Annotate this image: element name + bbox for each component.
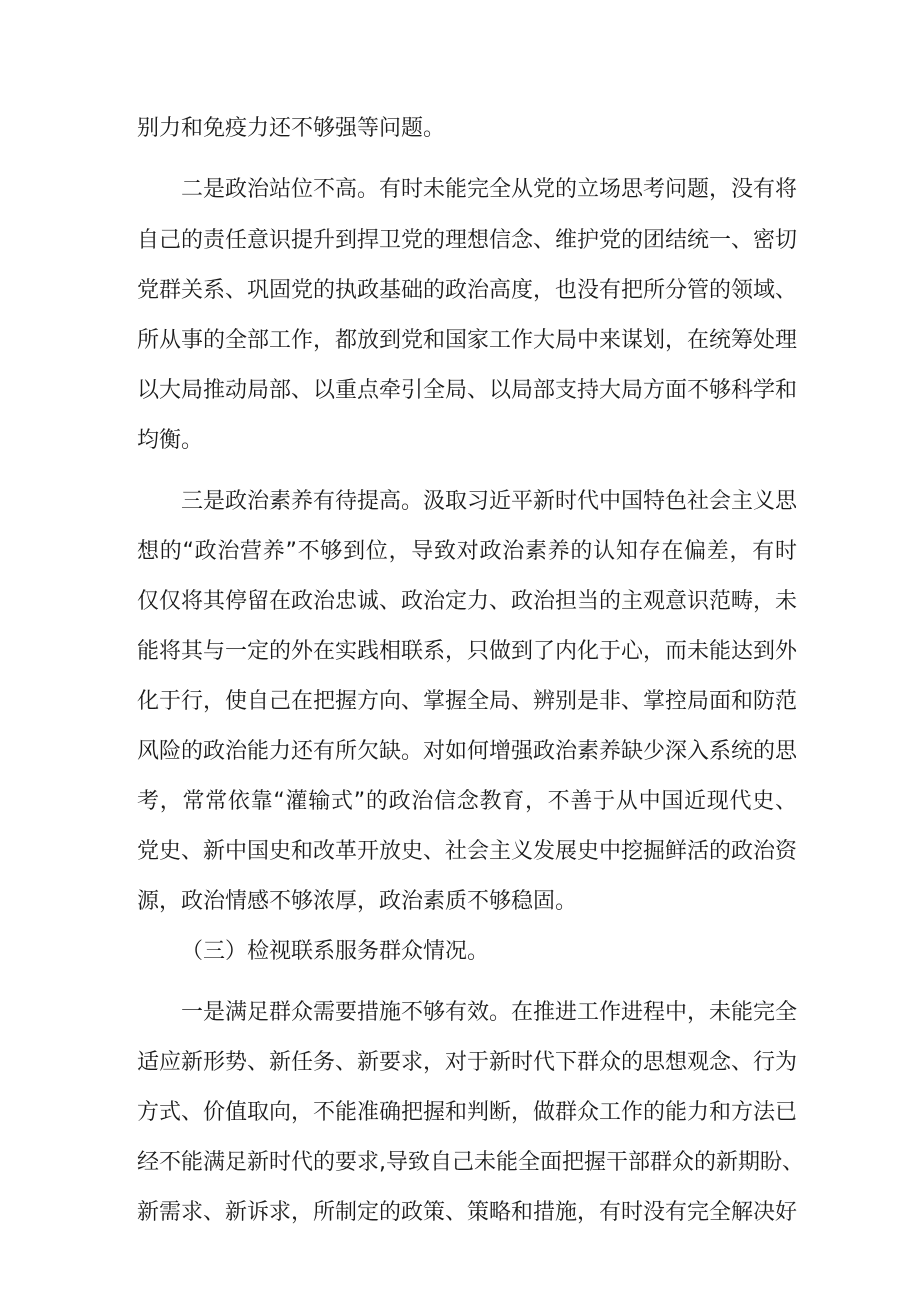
paragraph-line: 自己的责任意识提升到捍卫党的理想信念、维护党的团结统一、密切 — [137, 228, 798, 253]
paragraph-line: 想的“政治营养”不够到位，导致对政治素养的认知存在偏差，有时 — [137, 539, 797, 564]
paragraph-line: 党群关系、巩固党的执政基础的政治高度，也没有把所分管的领域、 — [137, 278, 798, 303]
paragraph-line: 风险的政治能力还有所欠缺。对如何增强政治素养缺少深入系统的思 — [137, 739, 798, 764]
paragraph-line: 仅仅将其停留在政治忠诚、政治定力、政治担当的主观意识范畴，未 — [137, 589, 798, 614]
paragraph-line: 别力和免疫力还不够强等问题。 — [137, 116, 446, 141]
paragraph-line: 二是政治站位不高。有时未能完全从党的立场思考问题，没有将 — [181, 177, 798, 202]
paragraph-line: 化于行，使自己在把握方向、掌握全局、辨别是非、掌控局面和防范 — [137, 689, 798, 714]
paragraph-line: 能将其与一定的外在实践相联系，只做到了内化于心，而未能达到外 — [137, 639, 798, 664]
paragraph-line: 考，常常依靠“灌输式”的政治信念教育，不善于从中国近现代史、 — [137, 789, 797, 814]
paragraph-line: 源，政治情感不够浓厚，政治素质不够稳固。 — [137, 889, 578, 914]
paragraph-line: 新需求、新诉求，所制定的政策、策略和措施，有时没有完全解决好 — [137, 1200, 798, 1225]
paragraph-line: 适应新形势、新任务、新要求，对于新时代下群众的思想观念、行为 — [137, 1050, 798, 1075]
paragraph-line: 三是政治素养有待提高。汲取习近平新时代中国特色社会主义思 — [181, 489, 798, 514]
paragraph-line: 经不能满足新时代的要求,导致自己未能全面把握干部群众的新期盼、 — [137, 1150, 804, 1175]
paragraph-line: 一是满足群众需要措施不够有效。在推进工作进程中，未能完全 — [181, 1000, 798, 1025]
paragraph-line: 所从事的全部工作，都放到党和国家工作大局中来谋划，在统筹处理 — [137, 328, 798, 353]
paragraph-line: 均衡。 — [137, 428, 204, 453]
paragraph-line: 党史、新中国史和改革开放史、社会主义发展史中挖掘鲜活的政治资 — [137, 839, 798, 864]
paragraph-line: 方式、价值取向，不能准确把握和判断，做群众工作的能力和方法已 — [137, 1100, 798, 1125]
paragraph-line: 以大局推动局部、以重点牵引全局、以局部支持大局方面不够科学和 — [137, 378, 798, 403]
section-heading: （三）检视联系服务群众情况。 — [181, 939, 490, 964]
